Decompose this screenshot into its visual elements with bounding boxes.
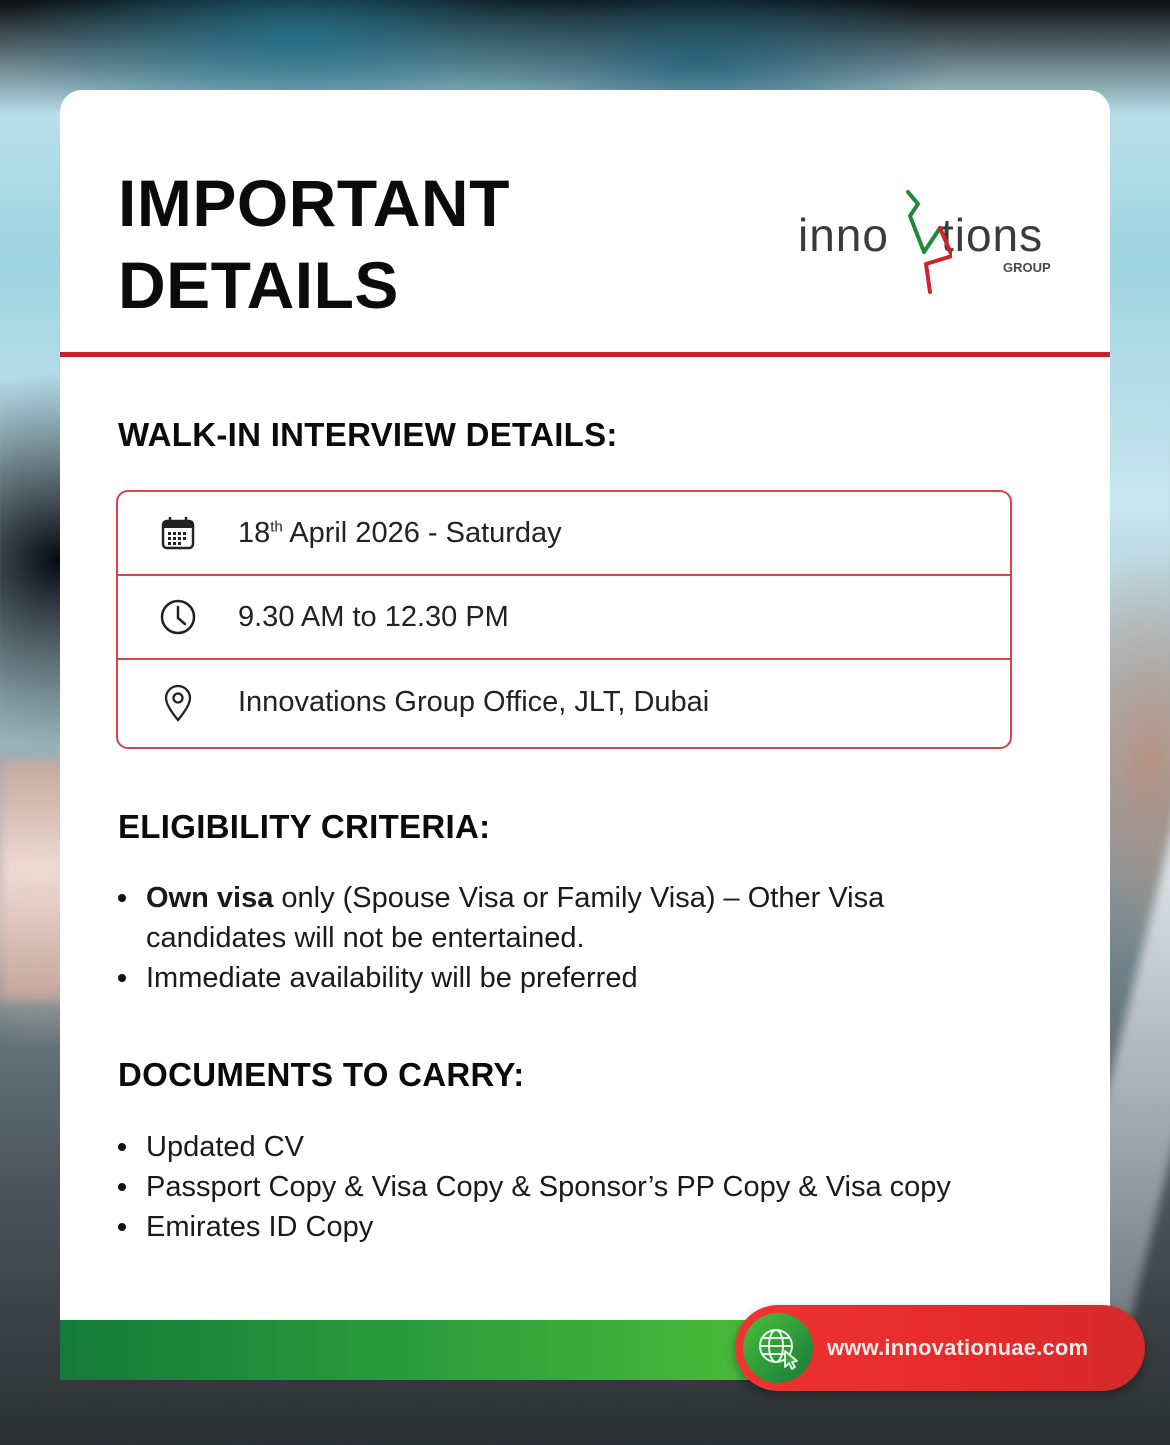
interview-date: 18th April 2026 - Saturday xyxy=(238,516,562,549)
footer-green-bar xyxy=(60,1320,820,1380)
website-url[interactable]: www.innovationuae.com xyxy=(827,1335,1089,1360)
title-line-1: IMPORTANT xyxy=(118,166,510,240)
info-card xyxy=(60,90,1110,1380)
walk-in-heading: WALK-IN INTERVIEW DETAILS: xyxy=(118,416,618,453)
header-divider xyxy=(60,352,1110,357)
list-item: Updated CV xyxy=(118,1127,1058,1167)
logo-group-label: GROUP xyxy=(1003,260,1051,275)
logo-text-after: tions xyxy=(940,209,1044,261)
logo-v-mark-icon xyxy=(896,190,952,296)
title-line-2: DETAILS xyxy=(118,248,399,322)
innovations-group-logo xyxy=(798,190,1068,300)
clock-icon xyxy=(159,598,197,636)
interview-time: 9.30 AM to 12.30 PM xyxy=(238,600,509,633)
website-link[interactable] xyxy=(735,1305,1145,1391)
globe-cursor-icon xyxy=(755,1325,801,1371)
list-item: Passport Copy & Visa Copy & Sponsor’s PP Copy & Visa copy xyxy=(118,1167,1058,1207)
eligibility-heading: ELIGIBILITY CRITERIA: xyxy=(118,808,491,845)
documents-list xyxy=(118,1127,1058,1247)
logo-text-before: inno xyxy=(798,209,889,261)
interview-location: Innovations Group Office, JLT, Dubai xyxy=(238,686,710,718)
list-item: Immediate availability will be preferred xyxy=(118,958,958,998)
documents-heading: DOCUMENTS TO CARRY: xyxy=(118,1056,525,1093)
interview-details-box xyxy=(116,490,1012,749)
page-title xyxy=(118,162,510,326)
detail-row-time xyxy=(118,576,1010,660)
detail-row-location xyxy=(118,660,1010,745)
list-item: Own visa only (Spouse Visa or Family Visa) – Other Visa candidates will not be entertained. xyxy=(118,878,958,958)
location-pin-icon xyxy=(163,684,193,722)
detail-row-date xyxy=(118,492,1010,576)
eligibility-list xyxy=(118,878,958,998)
calendar-icon xyxy=(160,515,196,551)
list-item: Emirates ID Copy xyxy=(118,1207,1058,1247)
